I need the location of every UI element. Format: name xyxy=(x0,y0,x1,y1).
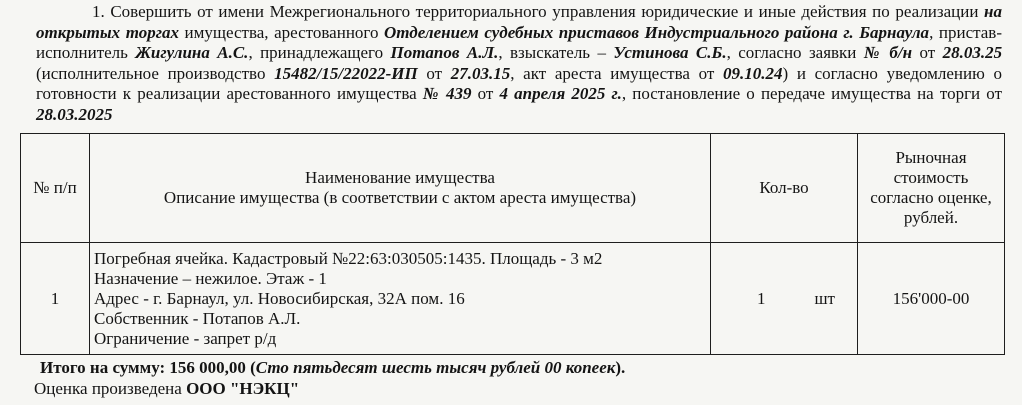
row-number: 1 xyxy=(21,243,90,355)
description-line: Назначение – нежилое. Этаж - 1 xyxy=(94,268,327,288)
total-in-words: Сто пятьдесят шесть тысяч рублей 00 копеек xyxy=(255,358,616,377)
notice-date: 4 апреля 2025 г. xyxy=(499,84,622,103)
property-table xyxy=(20,133,1005,355)
quantity-value: 1 xyxy=(757,288,766,308)
row-price: 156'000-00 xyxy=(858,243,1005,355)
text-fragment: , согласно заявки xyxy=(726,43,864,62)
header-name-line: Наименование имущества xyxy=(305,168,495,187)
table-header-row xyxy=(21,134,1005,243)
table-row xyxy=(21,243,1005,355)
text-fragment: ) и согласно уведомлению о готовности к реализации арестованного имущества xyxy=(36,63,1002,103)
appraisal-line xyxy=(34,379,299,399)
text-fragment: , пристав-исполнитель xyxy=(36,22,1002,62)
text-fragment: от xyxy=(417,63,451,83)
text-fragment: , акт ареста имущества от xyxy=(510,63,723,83)
total-end: ). xyxy=(615,358,626,377)
order-paragraph xyxy=(36,2,1002,125)
row-quantity xyxy=(711,243,858,355)
owner-name: Потапов А.Л. xyxy=(390,43,499,62)
notice-number: № 439 xyxy=(422,84,472,103)
appraisal-organization: ООО "НЭКЦ" xyxy=(186,379,300,398)
case-number: 15482/15/22022-ИП xyxy=(274,63,418,83)
description-line: Адрес - г. Барнаул, ул. Новосибирская, 32А пом. 16 xyxy=(94,288,465,308)
text-fragment: , принадлежащего xyxy=(248,43,391,62)
text-fragment: от xyxy=(912,43,943,62)
appraisal-label: Оценка произведена xyxy=(34,379,187,398)
header-name xyxy=(90,134,711,243)
row-description xyxy=(90,243,711,355)
bailiff-department: Отделением судебных приставов Индустриального района г. Барнаула xyxy=(384,22,930,42)
description-line: Ограничение - запрет р/д xyxy=(94,328,277,348)
description-line: Собственник - Потапов А.Л. xyxy=(94,308,301,328)
claimant-name: Устинова С.Б. xyxy=(613,43,727,62)
resolution-date: 28.03.2025 xyxy=(36,104,113,124)
arrest-date: 09.10.24 xyxy=(723,63,783,83)
auction-type: на открытых торгах xyxy=(36,2,1002,42)
request-number: № б/н xyxy=(863,43,913,62)
bailiff-name: Жигулина А.С. xyxy=(135,43,249,62)
text-fragment: от xyxy=(471,84,500,103)
header-number: № п/п xyxy=(21,134,90,243)
text-fragment: (исполнительное производство xyxy=(36,63,275,83)
header-quantity: Кол-во xyxy=(711,134,858,243)
text-fragment: имущества, арестованного xyxy=(179,22,385,42)
text-fragment: , взыскатель – xyxy=(498,43,614,62)
text-fragment: , постановление о передаче имущества на торги от xyxy=(621,84,1003,103)
quantity-unit: шт xyxy=(814,288,835,308)
header-price: Рыночная стоимость согласно оценке, рублей. xyxy=(858,134,1005,243)
total-line xyxy=(40,358,625,378)
description-line: Погребная ячейка. Кадастровый №22:63:030505:1435. Площадь - 3 м2 xyxy=(94,248,603,268)
text-fragment: 1. Совершить от имени Межрегионального территориального управления юридические и иные действия по реализации xyxy=(92,2,985,21)
total-label: Итого на сумму: 156 000,00 ( xyxy=(40,358,256,377)
header-description-line: Описание имущества (в соответствии с актом ареста имущества) xyxy=(163,188,637,207)
request-date: 28.03.25 xyxy=(942,43,1003,62)
case-date: 27.03.15 xyxy=(450,63,511,83)
